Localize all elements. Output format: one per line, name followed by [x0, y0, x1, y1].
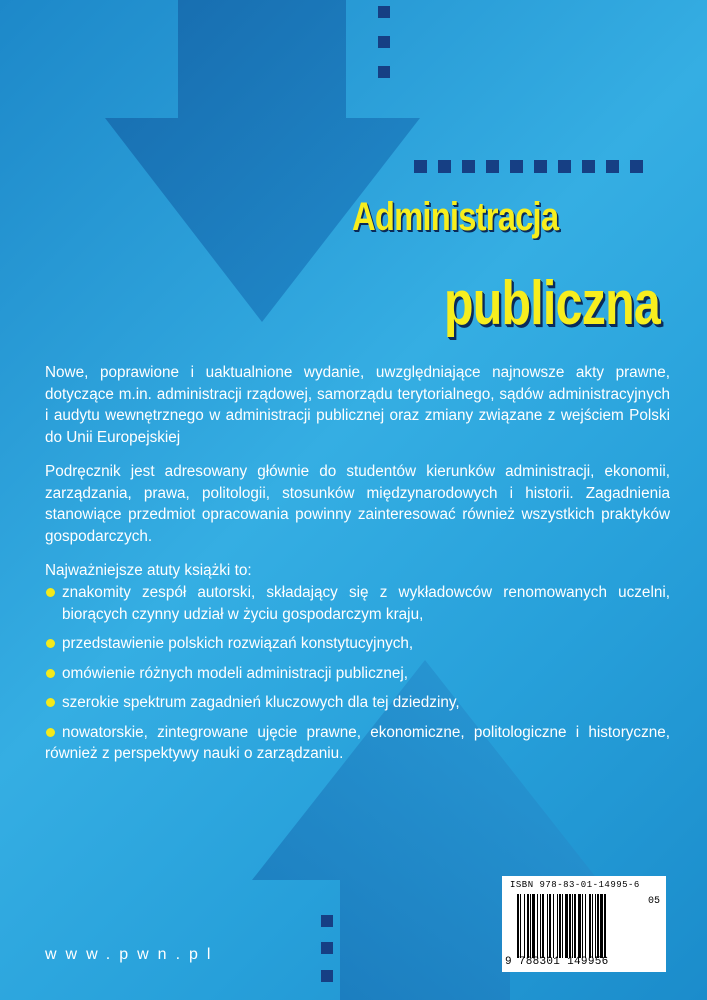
square-column-top — [378, 6, 390, 78]
bullet-icon — [46, 669, 55, 678]
barcode-bar — [604, 894, 606, 958]
barcode-bar — [557, 894, 558, 958]
barcode-bar — [520, 894, 521, 958]
bullet-icon — [46, 728, 55, 737]
list-item: znakomity zespół autorski, składający się z wykładowców renomowanych uczelni, biorących czynny udział w życiu gospodarczym kraju, — [45, 582, 670, 625]
barcode-bar — [585, 894, 586, 958]
barcode-bar — [597, 894, 599, 958]
square-row — [414, 160, 643, 173]
barcode-bar — [553, 894, 554, 958]
barcode-bar — [569, 894, 571, 958]
title-line-1: Administracja — [352, 195, 559, 239]
square-column-bottom — [321, 915, 333, 982]
highlights-intro: Najważniejsze atuty książki to: — [45, 562, 252, 579]
highlights-list — [45, 582, 670, 773]
description-paragraph-2: Podręcznik jest adresowany głównie do studentów kierunków administracji, ekonomii, zarządzania, prawa, politologii, stosunków międzynarodowych i historii. Zagadnienia stanowiące przedmiot opracowania powinny zainteresować również wszystkich praktyków gospodarczych. — [45, 463, 670, 545]
barcode-bar — [527, 894, 529, 958]
publisher-website: www.pwn.pl — [45, 946, 220, 963]
bullet-icon — [46, 588, 55, 597]
barcode-bar — [578, 894, 581, 958]
barcode-bar — [559, 894, 561, 958]
barcode-bar — [540, 894, 541, 958]
barcode-bar — [517, 894, 519, 958]
barcode-bar — [549, 894, 551, 958]
barcode-bar — [562, 894, 563, 958]
barcode-bars — [516, 894, 642, 958]
barcode-bar — [574, 894, 576, 958]
ean-number: 9 788301 149956 — [505, 956, 609, 968]
barcode-bar — [530, 894, 531, 958]
barcode-bar — [532, 894, 535, 958]
list-item: przedstawienie polskich rozwiązań konstytucyjnych, — [45, 633, 670, 655]
barcode-addon: 05 — [647, 896, 660, 907]
bullet-icon — [46, 639, 55, 648]
barcode-bar — [565, 894, 568, 958]
barcode-bar — [600, 894, 603, 958]
barcode-bar — [589, 894, 591, 958]
list-item: omówienie różnych modeli administracji publicznej, — [45, 663, 670, 685]
bullet-icon — [46, 698, 55, 707]
barcode-bar — [582, 894, 583, 958]
description-paragraph-1: Nowe, poprawione i uaktualnione wydanie, uwzględniające najnowsze akty prawne, dotyczące m.in. administracji rządowej, samorządu terytorialnego, sądów administracyjnych i audytu wewnętrznego w administracji publicznej oraz zmiany związane z wejściem Polski do Unii Europejskiej — [45, 364, 670, 446]
barcode-bar — [595, 894, 596, 958]
barcode-bar — [547, 894, 548, 958]
down-arrow-shape — [105, 0, 420, 322]
barcode-bar — [524, 894, 525, 958]
barcode-bar — [537, 894, 538, 958]
isbn-label: ISBN 978-83-01-14995-6 — [510, 880, 640, 890]
barcode-bar — [572, 894, 573, 958]
title-line-2: publiczna — [444, 269, 660, 338]
list-item: nowatorskie, zintegrowane ujęcie prawne, ekonomiczne, politologiczne i historyczne, również z perspektywy nauki o zarządzaniu. — [45, 723, 670, 762]
barcode-bar — [542, 894, 544, 958]
list-item: szerokie spektrum zagadnień kluczowych dla tej dziedziny, — [45, 692, 670, 714]
barcode-box — [502, 876, 666, 972]
barcode-bar — [592, 894, 593, 958]
